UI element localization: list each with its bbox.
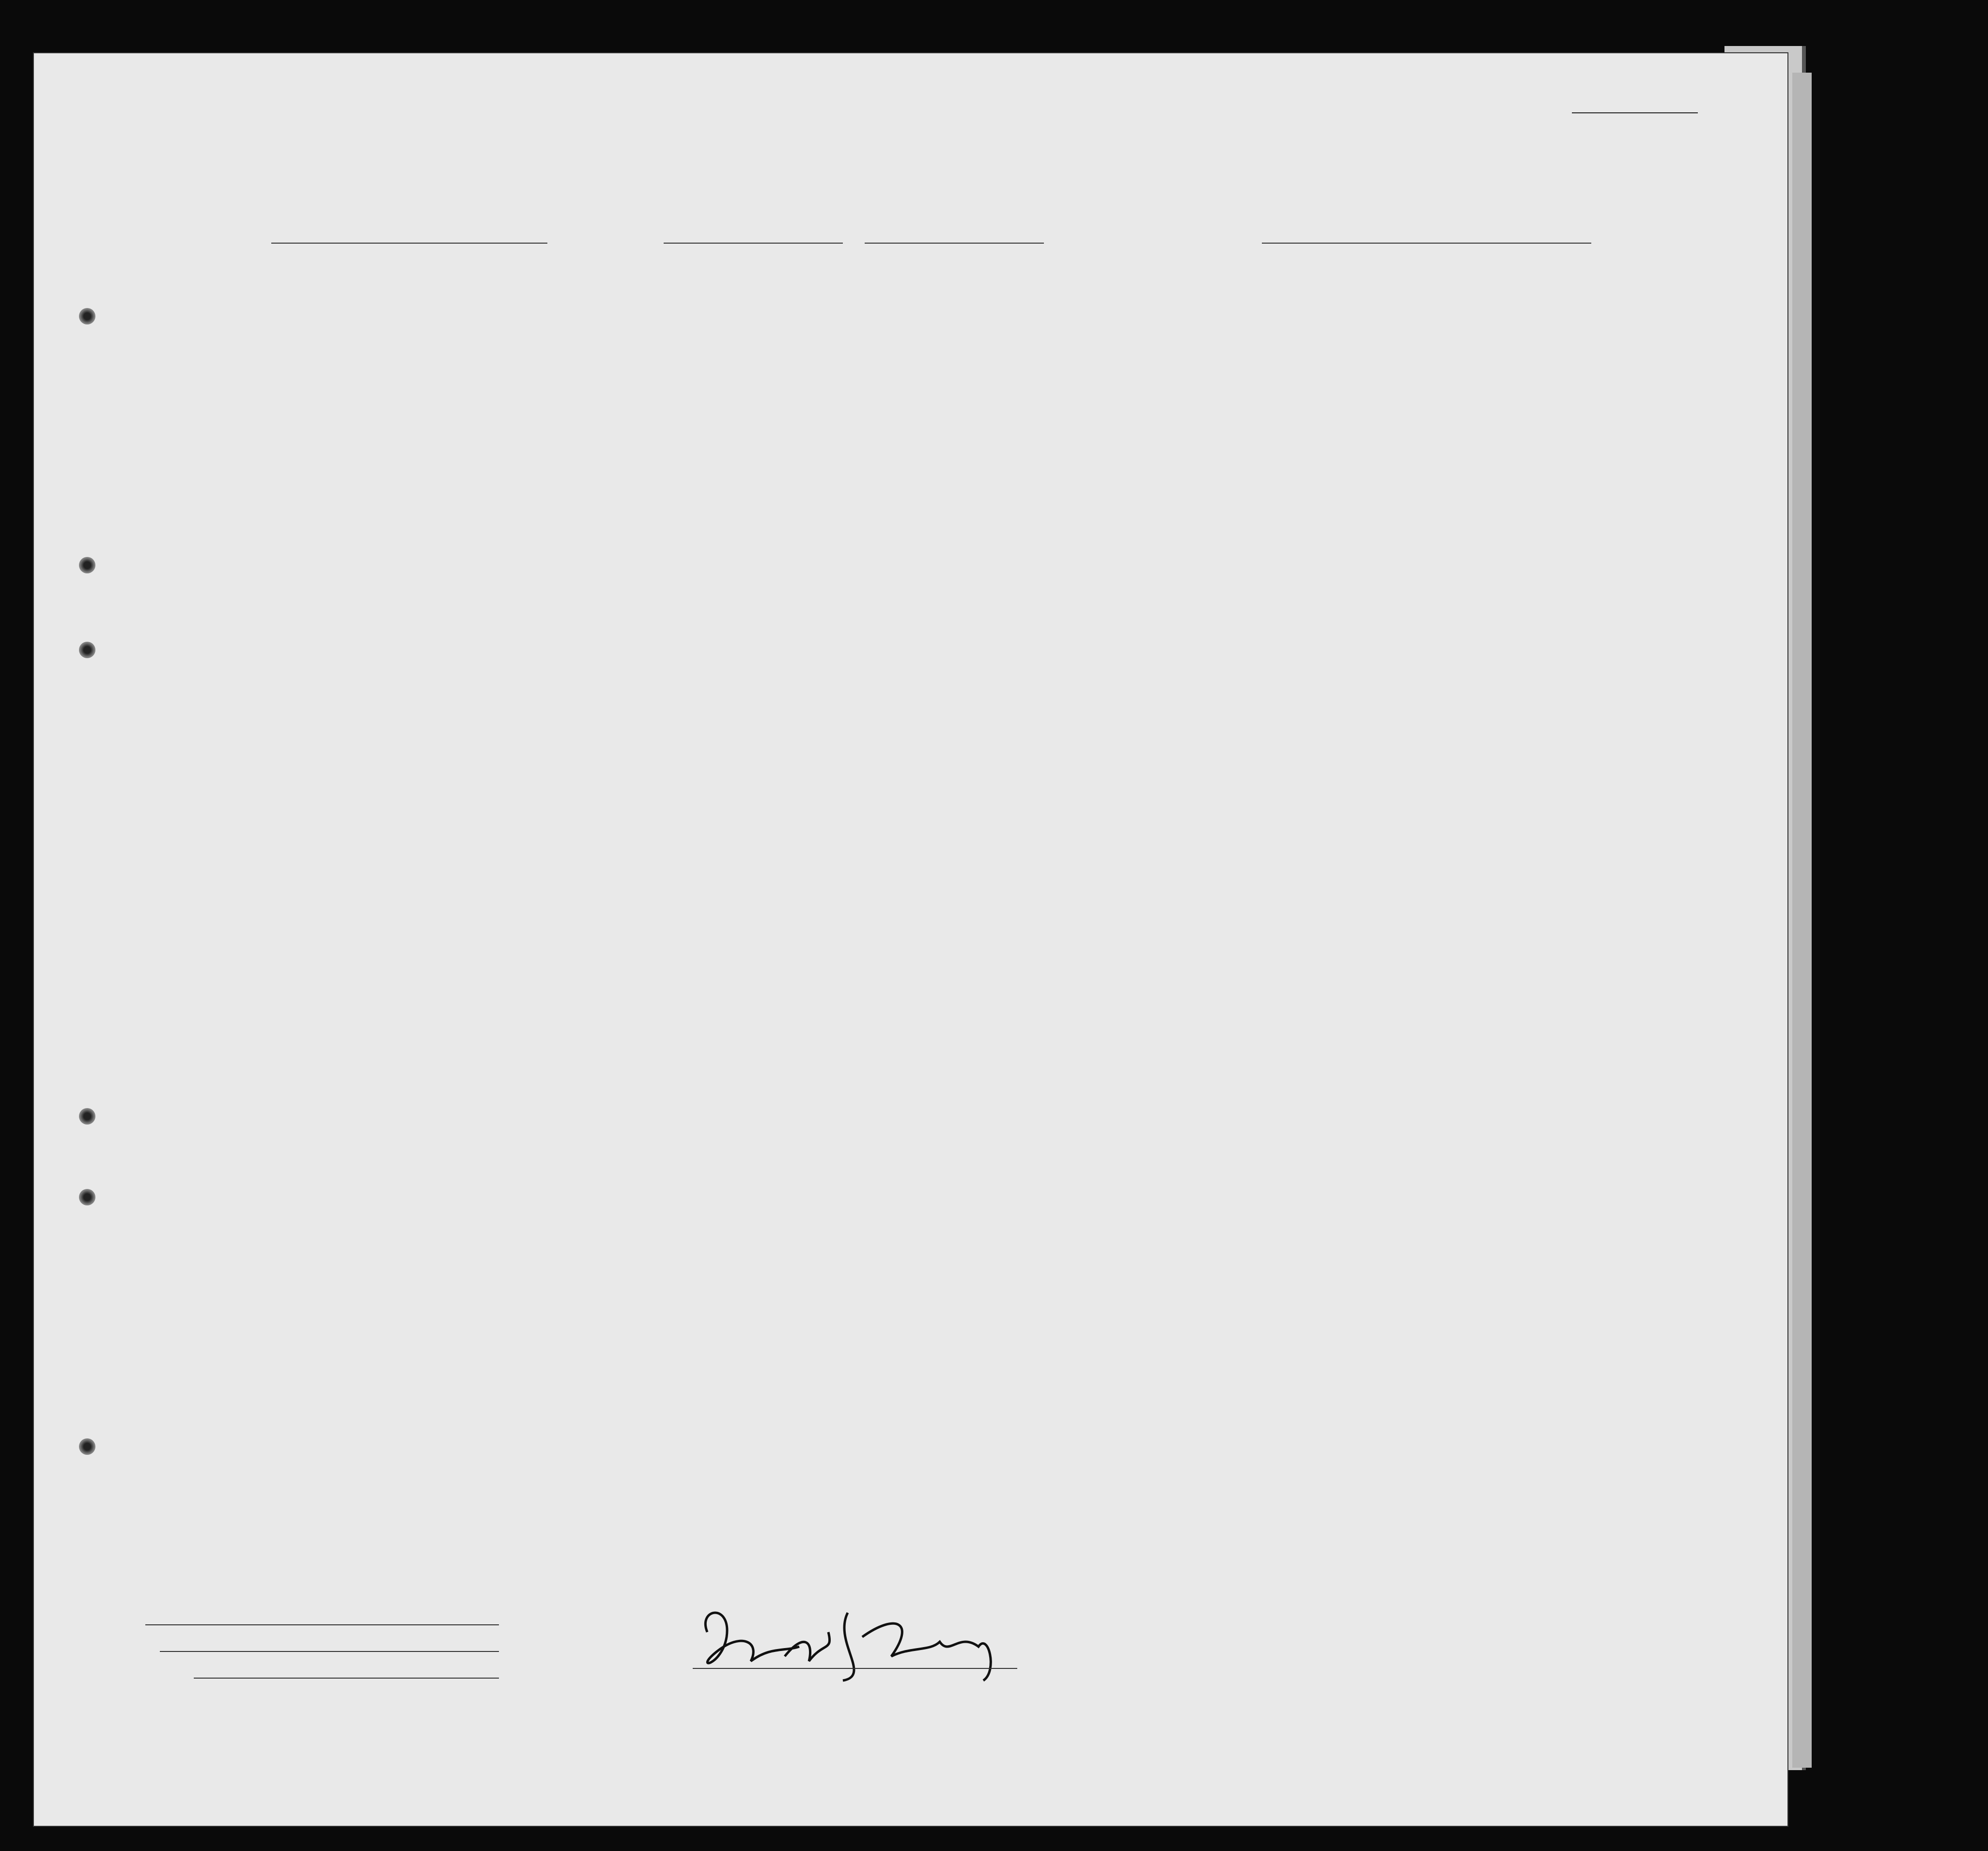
owners-underline [160,1650,499,1652]
agents-field [116,1661,124,1676]
line-underline [145,1624,499,1625]
agents-underline [194,1677,499,1679]
inspector-signature [688,1603,1017,1685]
owners-field [116,1635,124,1650]
punch-hole [79,557,95,573]
punch-hole [79,308,95,324]
punch-hole [79,1438,95,1455]
punch-hole [79,1108,95,1125]
line-field [116,1608,124,1623]
punch-hole [79,642,95,658]
punch-hole [79,1189,95,1205]
